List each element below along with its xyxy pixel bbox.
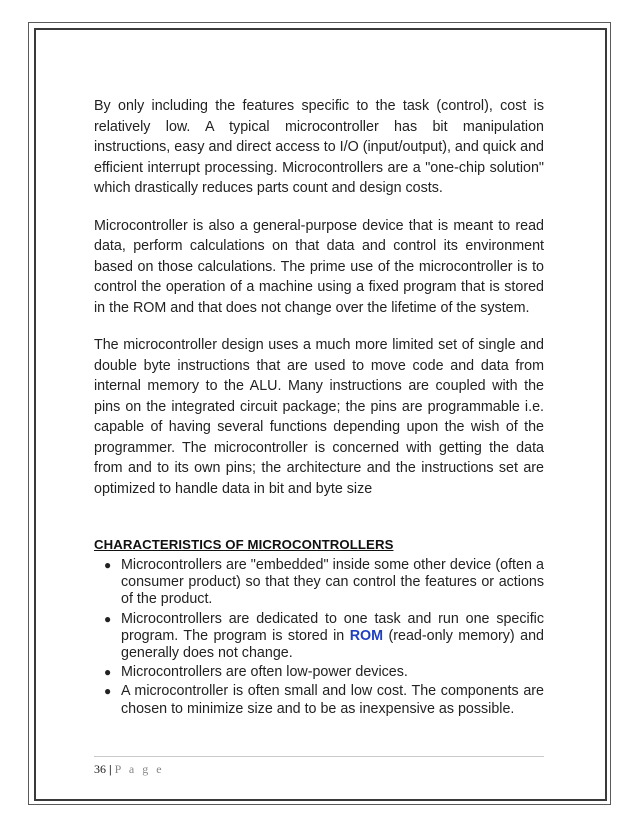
bullet-icon: ● (104, 558, 112, 572)
list-item-text: Microcontrollers are often low-power devices. (121, 664, 408, 681)
list-item-text: A microcontroller is often small and low cost. The components are chosen to minimize size and to be as inexpensive as possible. (121, 683, 544, 717)
paragraph-3: The microcontroller design uses a much more limited set of single and double byte instructions that are used to move code and data from internal memory to the ALU. Many instructions are coupled with the pins on the integrated circuit package; the pins are programmable i.e. capable of having several functions depending upon the wish of the programmer. The microcontroller is concerned with getting the data from and to its own pins; the architecture and the instructions set are optimized to handle data in bit and byte size (94, 337, 544, 497)
list-item (94, 683, 544, 717)
list-item-text: Microcontrollers are "embedded" inside some other device (often a consumer product) so that they can control the features or actions of the product. (121, 557, 544, 608)
list-item (94, 557, 544, 609)
page-footer (94, 762, 164, 777)
rom-highlight: ROM (349, 627, 384, 644)
footer-divider (94, 756, 544, 757)
paragraph-1: By only including the features specific to the task (control), cost is relatively low. A typical microcontroller has bit manipulation instructions, easy and direct access to I/O (input/output), and quick and efficient interrupt processing. Microcontrollers are a "one-chip solution" which drastically reduces parts count and design costs. (94, 98, 544, 196)
characteristics-list (94, 557, 544, 718)
document-body (94, 96, 544, 720)
page-label: P a g e (114, 762, 165, 776)
page-number: 36 (94, 762, 106, 776)
bullet-icon: ● (104, 611, 112, 626)
footer-separator: | (109, 762, 112, 776)
list-item-text: Microcontrollers are dedicated to one task and run one specific program. The program is stored in (121, 610, 544, 644)
list-item-text: (read-only memory) and generally does not change. (121, 627, 544, 662)
bullet-icon: ● (104, 665, 112, 680)
list-item (94, 611, 544, 663)
list-item (94, 664, 544, 681)
bullet-icon: ● (104, 684, 112, 699)
paragraph-2: Microcontroller is also a general-purpose device that is meant to read data, perform calculations on that data and control its environment based on those calculations. The prime use of the microcontroller is to control the operation of a machine using a fixed program that is stored in the ROM and that does not change over the lifetime of the system. (94, 217, 544, 316)
section-heading: CHARACTERISTICS OF MICROCONTROLLERS (94, 537, 394, 552)
